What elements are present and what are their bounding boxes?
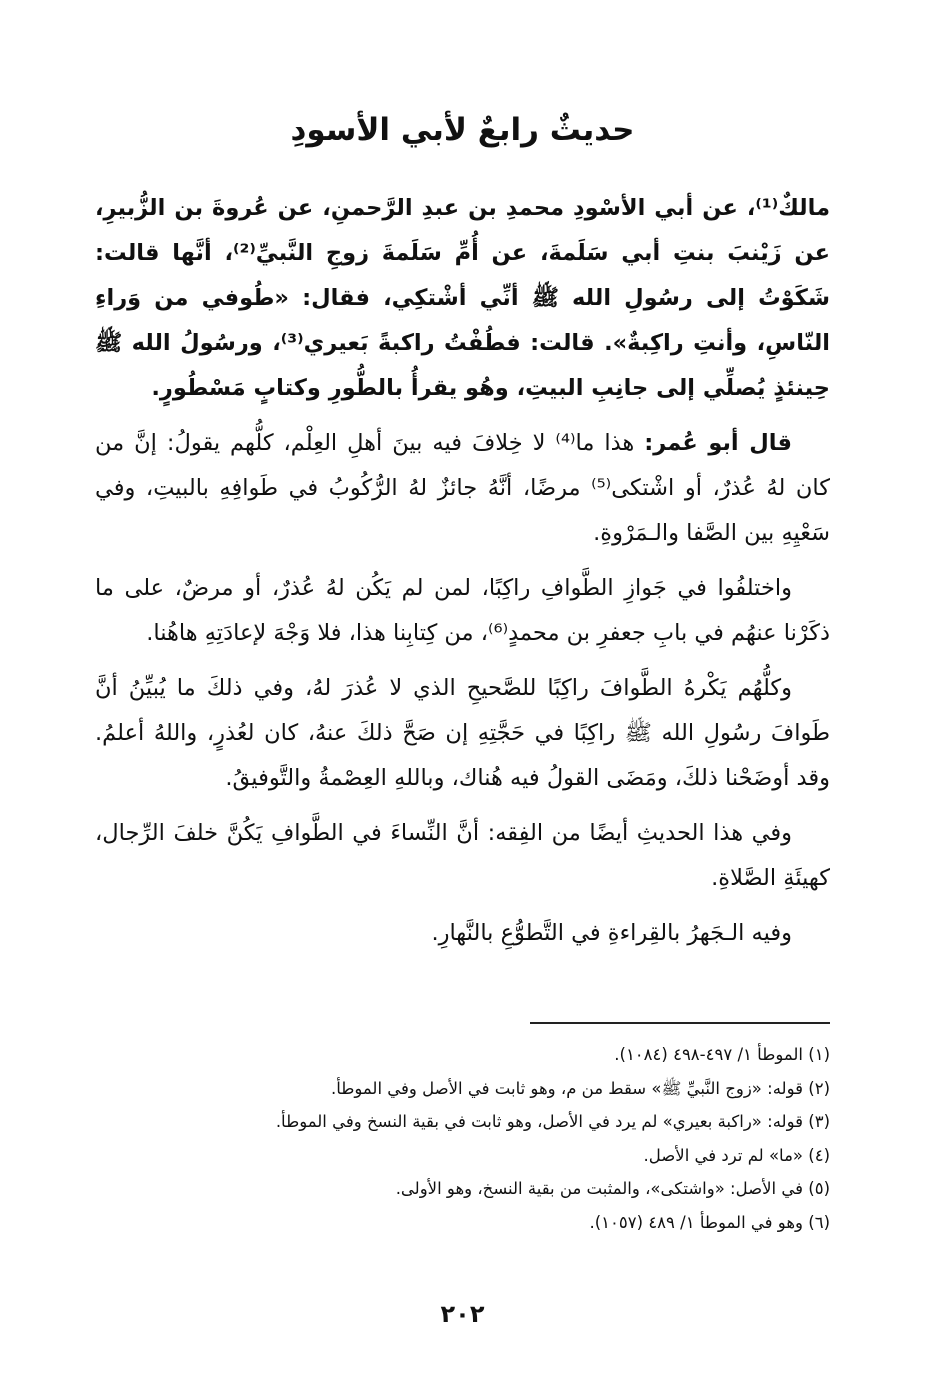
paragraph-commentary-1: قال أبو عُمر: هذا ما⁽⁴⁾ لا خِلافَ فيه بينَ أهلِ العِلْم، كلُّهم يقولُ: إنَّ من كان لهُ عُذرٌ، أو اشْتكى⁽⁵⁾ مرضًا، أنَّهُ جائزٌ لهُ الرُّكُوبُ في طَوافِهِ بالبيتِ، وفي سَعْيِهِ بين الصَّفا والـمَرْوةِ. bbox=[95, 430, 831, 546]
paragraph-commentary-4: وفي هذا الحديثِ أيضًا من الفِقه: أنَّ النِّساءَ في الطَّوافِ يَكُنَّ خلفَ الرِّجال، كهيئَةِ الصَّلاةِ. bbox=[95, 820, 830, 891]
page-number: ٢٠٢ bbox=[440, 1300, 485, 1328]
paragraph-commentary-3: وكلُّهُم يَكْرهُ الطَّوافَ راكِبًا للصَّحيحِ الذي لا عُذرَ لهُ، وفي ذلكَ ما يُبيِّنُ أنَّ طَوافَ رسُولِ الله ﷺ راكِبًا في حَجَّتِهِ إن صَحَّ ذلكَ عنهُ، كان لعُذرٍ، واللهُ أعلمُ. وقد أوضَحْنا ذلكَ، ومَضَى القولُ فيه هُناك، وباللهِ العِصْمةُ والتَّوفيقُ. bbox=[95, 675, 830, 791]
footnote-3: (٣) قوله: «راكبة بعيري» لم يرد في الأصل، وهو ثابت في بقية النسخ وفي الموطأ. bbox=[275, 1112, 830, 1131]
section-title: حديثٌ رابعٌ لأبي الأسودِ bbox=[290, 112, 635, 148]
footnote-5: (٥) في الأصل: «واشتكى»، والمثبت من بقية النسخ، وهو الأولى. bbox=[395, 1179, 830, 1198]
main-text bbox=[95, 186, 830, 966]
footnote-4: (٤) «ما» لم ترد في الأصل. bbox=[643, 1145, 830, 1165]
paragraph-commentary-2: واختلفُوا في جَوازِ الطَّوافِ راكِبًا، لمن لم يَكُن لهُ عُذرٌ، أو مرضٌ، على ما ذكَرْنا عنهُم في بابِ جعفرِ بن محمدٍ⁽⁶⁾، من كِتابِنا هذا، فلا وَجْهَ لإعادَتِهِ هاهُنا. bbox=[95, 575, 830, 646]
paragraph-commentary-5: وفيه الـجَهرُ بالقِراءةِ في التَّطوُّعِ بالنَّهارِ. bbox=[431, 920, 792, 946]
commentary-lead: قال أبو عُمر: bbox=[644, 430, 792, 456]
footnote-separator bbox=[530, 1022, 830, 1024]
footnotes bbox=[95, 1038, 830, 1239]
footnote-6: (٦) وهو في الموطأ ١/ ٤٨٩ (١٠٥٧). bbox=[589, 1212, 830, 1232]
paragraph-hadith: مالكٌ⁽¹⁾، عن أبي الأسْودِ محمدِ بن عبدِ الرَّحمنِ، عن عُروةَ بن الزُّبيرِ، عن زَيْنبَ بنتِ أبي سَلَمةَ، عن أُمِّ سَلَمةَ زوجِ النَّبيِّ⁽²⁾، أنَّها قالت: شَكَوْتُ إلى رسُولِ الله ﷺ أنِّي أشْتكِي، فقال: «طُوفي من وَراءِ النّاسِ، وأنتِ راكِبةٌ». قالت: فطُفْتُ راكبةً بَعيري⁽³⁾، ورسُولُ الله ﷺ حِينئذٍ يُصلِّي إلى جانِبِ البيتِ، وهُو يقرأُ بالطُّورِ وكتابٍ مَسْطُورٍ. bbox=[95, 195, 830, 401]
footnote-2: (٢) قوله: «زوج النَّبيِّ ﷺ» سقط من م، وهو ثابت في الأصل وفي الموطأ. bbox=[330, 1078, 830, 1098]
footnote-1: (١) الموطأ ١/ ٤٩٧-٤٩٨ (١٠٨٤). bbox=[614, 1045, 830, 1064]
